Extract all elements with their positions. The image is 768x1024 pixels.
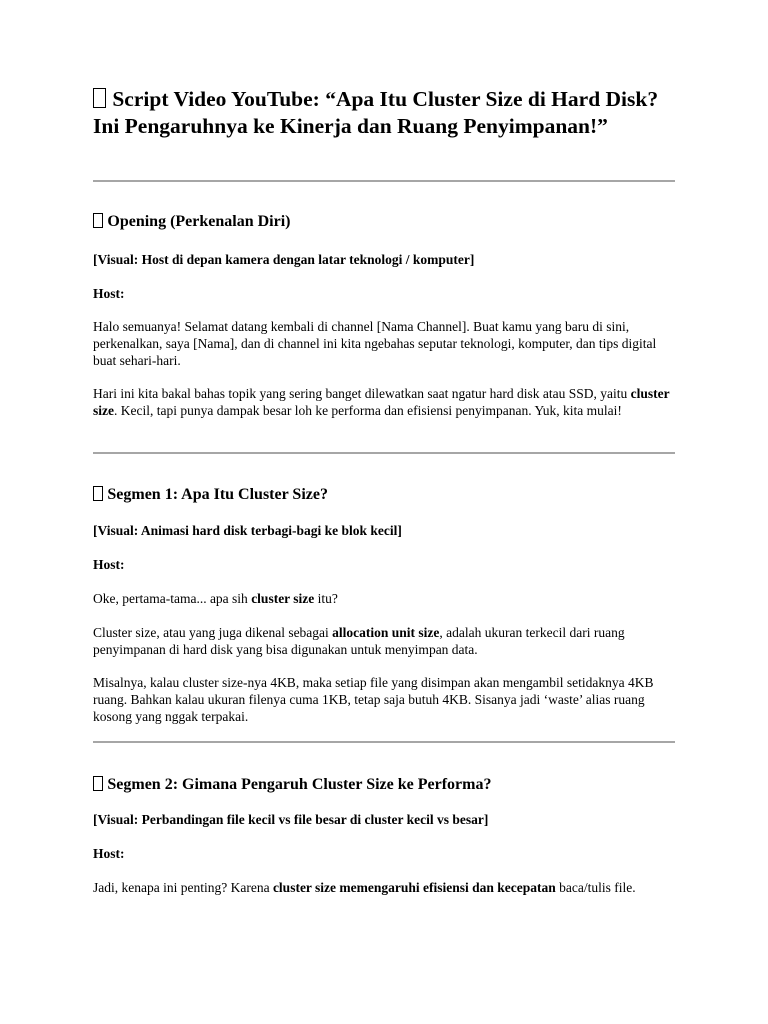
missing-glyph-icon xyxy=(93,88,106,108)
bold-term: cluster size xyxy=(251,591,315,606)
paragraph xyxy=(93,385,675,419)
paragraph-text: Hari ini kita bakal bahas topik yang sering banget dilewatkan saat ngatur hard disk atau SSD, yaitu xyxy=(93,386,631,401)
visual-note: [Visual: Perbandingan file kecil vs file besar di cluster kecil vs besar] xyxy=(93,812,489,827)
paragraph-text: . Kecil, tapi punya dampak besar loh ke performa dan efisiensi penyimpanan. Yuk, kita mulai! xyxy=(114,403,622,418)
title-text: Script Video YouTube: “Apa Itu Cluster Size di Hard Disk? Ini Pengaruhnya ke Kinerja dan Ruang Penyimpanan!” xyxy=(93,87,659,138)
paragraph-text: Jadi, kenapa ini penting? Karena xyxy=(93,880,273,895)
horizontal-rule xyxy=(93,741,675,743)
host-label: Host: xyxy=(93,286,125,301)
paragraph-text: Oke, pertama-tama... apa sih xyxy=(93,591,252,606)
host-label: Host: xyxy=(93,846,125,861)
paragraph xyxy=(93,879,675,896)
section-heading-opening xyxy=(93,212,675,232)
section-heading-segmen-1 xyxy=(93,485,675,505)
host-label: Host: xyxy=(93,557,125,572)
horizontal-rule xyxy=(93,452,675,454)
bold-term: cluster size memengaruhi efisiensi dan kecepatan xyxy=(272,880,556,895)
paragraph-text: itu? xyxy=(314,591,338,606)
horizontal-rule xyxy=(93,180,675,182)
paragraph xyxy=(93,590,675,607)
bold-term: cluster size xyxy=(93,386,670,418)
section-heading-text: Opening (Perkenalan Diri) xyxy=(107,213,291,230)
document-title xyxy=(93,86,675,140)
missing-glyph-icon xyxy=(93,776,103,791)
bold-term: allocation unit size xyxy=(332,625,440,640)
section-heading-segmen-2 xyxy=(93,775,675,795)
paragraph-text: Cluster size, atau yang juga dikenal sebagai xyxy=(93,625,333,640)
missing-glyph-icon xyxy=(93,213,103,228)
missing-glyph-icon xyxy=(93,486,103,501)
section-heading-text: Segmen 2: Gimana Pengaruh Cluster Size ke Performa? xyxy=(107,776,492,793)
paragraph xyxy=(93,624,675,658)
visual-note: [Visual: Animasi hard disk terbagi-bagi ke blok kecil] xyxy=(93,523,402,538)
paragraph: Misalnya, kalau cluster size-nya 4KB, maka setiap file yang disimpan akan mengambil setidaknya 4KB ruang. Bahkan kalau ukuran filenya cuma 1KB, tetap saja butuh 4KB. Sisanya jadi ‘waste’ alias ruang kosong yang nggak terpakai. xyxy=(93,675,654,724)
paragraph-text: baca/tulis file. xyxy=(555,880,636,895)
section-heading-text: Segmen 1: Apa Itu Cluster Size? xyxy=(107,486,328,503)
paragraph: Halo semuanya! Selamat datang kembali di channel [Nama Channel]. Buat kamu yang baru di sini, perkenalkan, saya [Nama], dan di channel ini kita ngebahas seputar teknologi, komputer, dan tips digital buat sehari-hari. xyxy=(93,319,657,368)
visual-note: [Visual: Host di depan kamera dengan latar teknologi / komputer] xyxy=(93,252,475,267)
paragraph-text: , adalah ukuran terkecil dari ruang penyimpanan di hard disk yang bisa digunakan untuk menyimpan data. xyxy=(93,625,625,657)
